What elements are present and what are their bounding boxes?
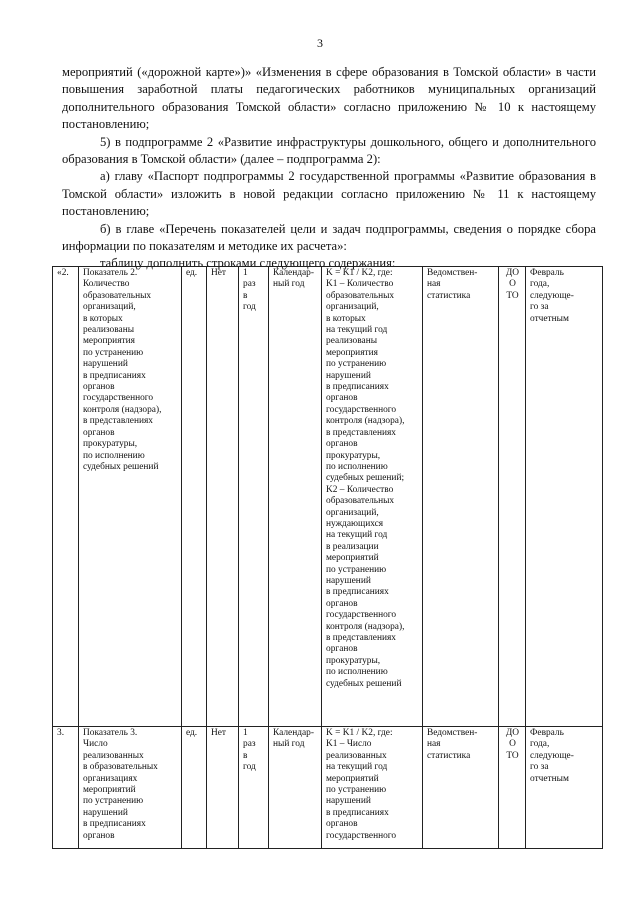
table-row <box>53 267 603 727</box>
indicators-table <box>52 266 603 849</box>
deadline-cell: Февраль года, следующе- го за отчетным <box>526 727 603 849</box>
indicator-name-cell: Показатель 2. Количество образовательных организаций, в которых реализованы мероприятия по устранению нарушений в предписаниях органов государственного контроля (надзора), в представлениях органов прокуратуры, по исполнению судебных решений <box>79 267 182 727</box>
table-row <box>53 727 603 849</box>
paragraph-2: 5) в подпрограмме 2 «Развитие инфраструктуры дошкольного, общего и дополнительного образования в Томской области» (далее – подпрограмма 2): <box>62 134 596 167</box>
formula-cell: K = K1 / K2, где: K1 – Число реализованных на текущий год мероприятий по устранению нарушений в предписаниях органов государственного <box>322 727 423 849</box>
dynamics-cell: Нет <box>207 267 239 727</box>
deadline-cell: Февраль года, следующе- го за отчетным <box>526 267 603 727</box>
page-number: 3 <box>317 36 323 50</box>
frequency-cell: 1 раз в год <box>239 727 269 849</box>
paragraph-5: таблицу дополнить строками следующего содержания: <box>100 256 396 271</box>
responsible-cell: ДО О ТО <box>499 727 526 849</box>
document-body <box>62 64 596 273</box>
unit-cell: ед. <box>182 267 207 727</box>
time-characteristic-cell: Календар- ный год <box>269 727 322 849</box>
frequency-cell: 1 раз в год <box>239 267 269 727</box>
collection-method-cell: Ведомствен- ная статистика <box>423 267 499 727</box>
row-number-cell: «2. <box>53 267 79 727</box>
responsible-cell: ДО О ТО <box>499 267 526 727</box>
paragraph-3: а) главу «Паспорт подпрограммы 2 государственной программы «Развитие образования в Томской области» изложить в новой редакции согласно приложению № 11 к настоящему постановлению; <box>62 169 596 219</box>
dynamics-cell: Нет <box>207 727 239 849</box>
time-characteristic-cell: Календар- ный год <box>269 267 322 727</box>
collection-method-cell: Ведомствен- ная статистика <box>423 727 499 849</box>
paragraph-4: б) в главе «Перечень показателей цели и задач подпрограммы, сведения о порядке сбора информации по показателям и методике их расчета»: <box>62 221 596 254</box>
indicator-name-cell: Показатель 3. Число реализованных в образовательных организациях мероприятий по устранению нарушений в предписаниях органов <box>79 727 182 849</box>
paragraph-1: мероприятий («дорожной карте»)» «Изменения в сфере образования в Томской области» в части повышения заработной платы педагогических работников муниципальных организаций дополнительного образования Томской области» согласно приложению № 10 к настоящему постановлению; <box>62 65 596 132</box>
formula-cell: K = K1 / K2, где: K1 – Количество образовательных организаций, в которых на текущий год реализованы мероприятия по устранению нарушений в предписаниях органов государственного контроля (надзора), в представлениях органов прокуратуры, по исполнению судебных решений; K2 – Количество образовательных организаций, нуждающихся на текущий год в реализации мероприятий по устранению нарушений в предписаниях органов государственного контроля (надзора), в представлениях органов прокуратуры, по исполнению судебных решений <box>322 267 423 727</box>
row-number-cell: 3. <box>53 727 79 849</box>
unit-cell: ед. <box>182 727 207 849</box>
